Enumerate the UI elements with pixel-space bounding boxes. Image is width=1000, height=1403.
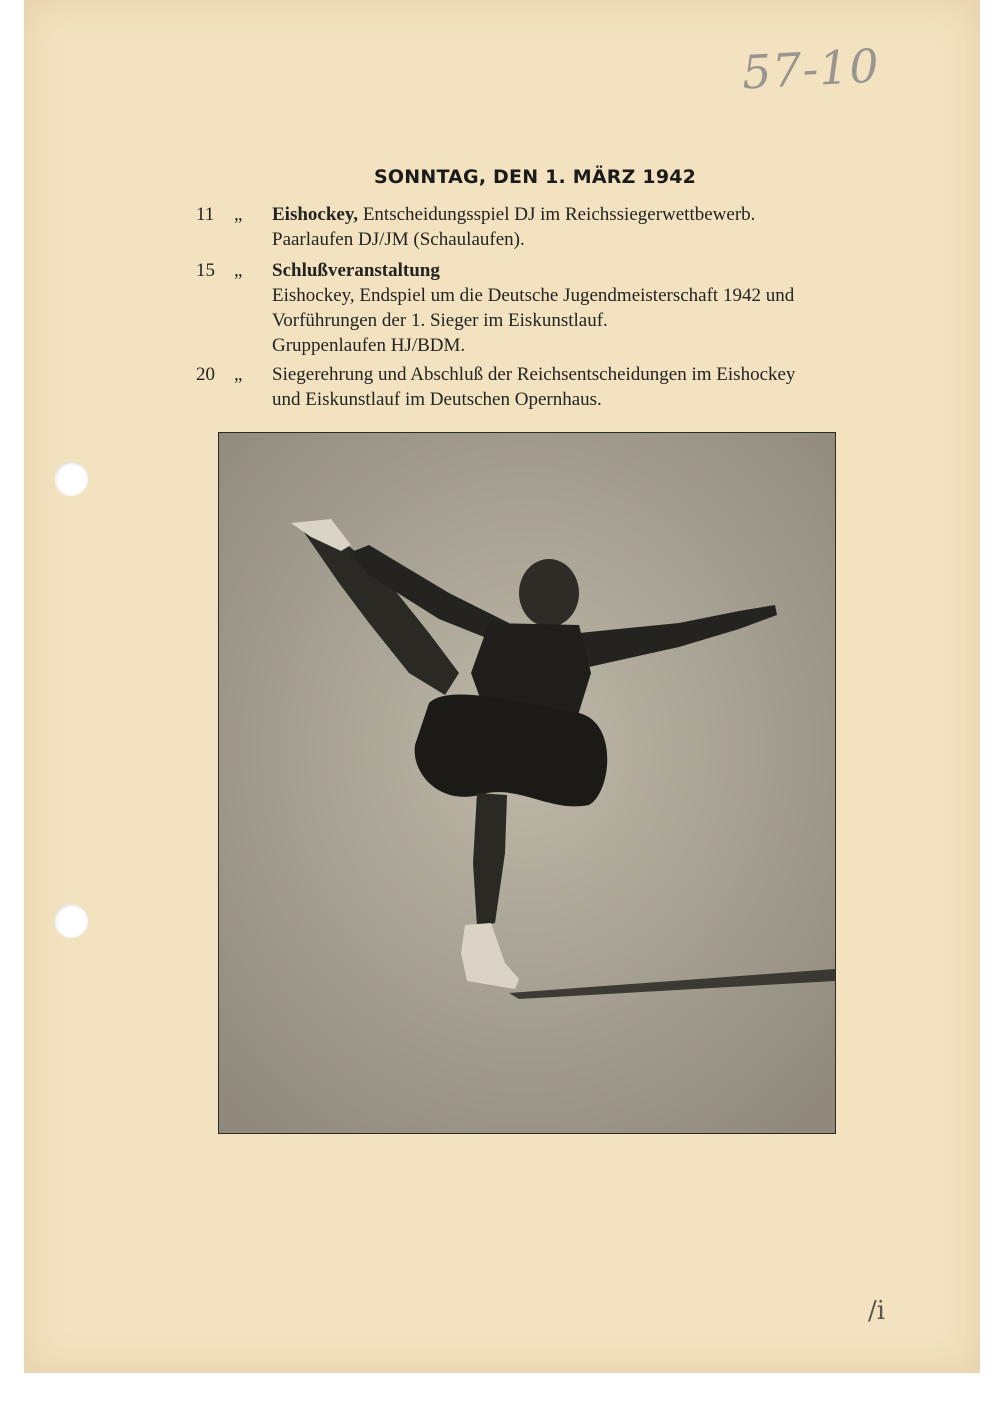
ditto-mark: „ bbox=[234, 364, 243, 385]
entry-line: Eishockey, Endspiel um die Deutsche Jugendmeisterschaft 1942 und bbox=[272, 285, 795, 306]
entry-line bbox=[272, 202, 872, 227]
punch-hole-bottom bbox=[54, 904, 88, 938]
entry-line: Siegerehrung und Abschluß der Reichsentscheidungen im Eishockey bbox=[272, 364, 796, 385]
entry-time: 11 bbox=[196, 204, 215, 225]
skater-head bbox=[519, 559, 579, 627]
skater-illustration bbox=[219, 433, 835, 1133]
entry-description: Entscheidungsspiel DJ im Reichssiegerwettbewerb. bbox=[358, 204, 756, 225]
punch-hole-top bbox=[54, 462, 88, 496]
entry-text bbox=[272, 202, 872, 252]
entry-line: Gruppenlaufen HJ/BDM. bbox=[272, 335, 466, 356]
figure-skater-photo bbox=[218, 432, 836, 1134]
ditto-mark: „ bbox=[234, 204, 243, 225]
page-heading: SONNTAG, DEN 1. MÄRZ 1942 bbox=[374, 166, 697, 188]
entry-text bbox=[272, 258, 872, 358]
entry-line: Vorführungen der 1. Sieger im Eiskunstlauf. bbox=[272, 310, 608, 331]
archive-number: 57-10 bbox=[740, 38, 881, 100]
entry-line bbox=[272, 258, 872, 283]
entry-title: Eishockey, bbox=[272, 204, 359, 225]
entry-line: und Eiskunstlauf im Deutschen Opernhaus. bbox=[272, 389, 602, 410]
entry-time: 15 bbox=[196, 260, 215, 281]
entry-title: Schlußveranstaltung bbox=[272, 260, 440, 281]
entry-time: 20 bbox=[196, 364, 215, 385]
handwritten-mark: /i bbox=[868, 1296, 886, 1326]
entry-line: Paarlaufen DJ/JM (Schaulaufen). bbox=[272, 229, 525, 250]
ditto-mark: „ bbox=[234, 260, 243, 281]
entry-text bbox=[272, 362, 872, 412]
